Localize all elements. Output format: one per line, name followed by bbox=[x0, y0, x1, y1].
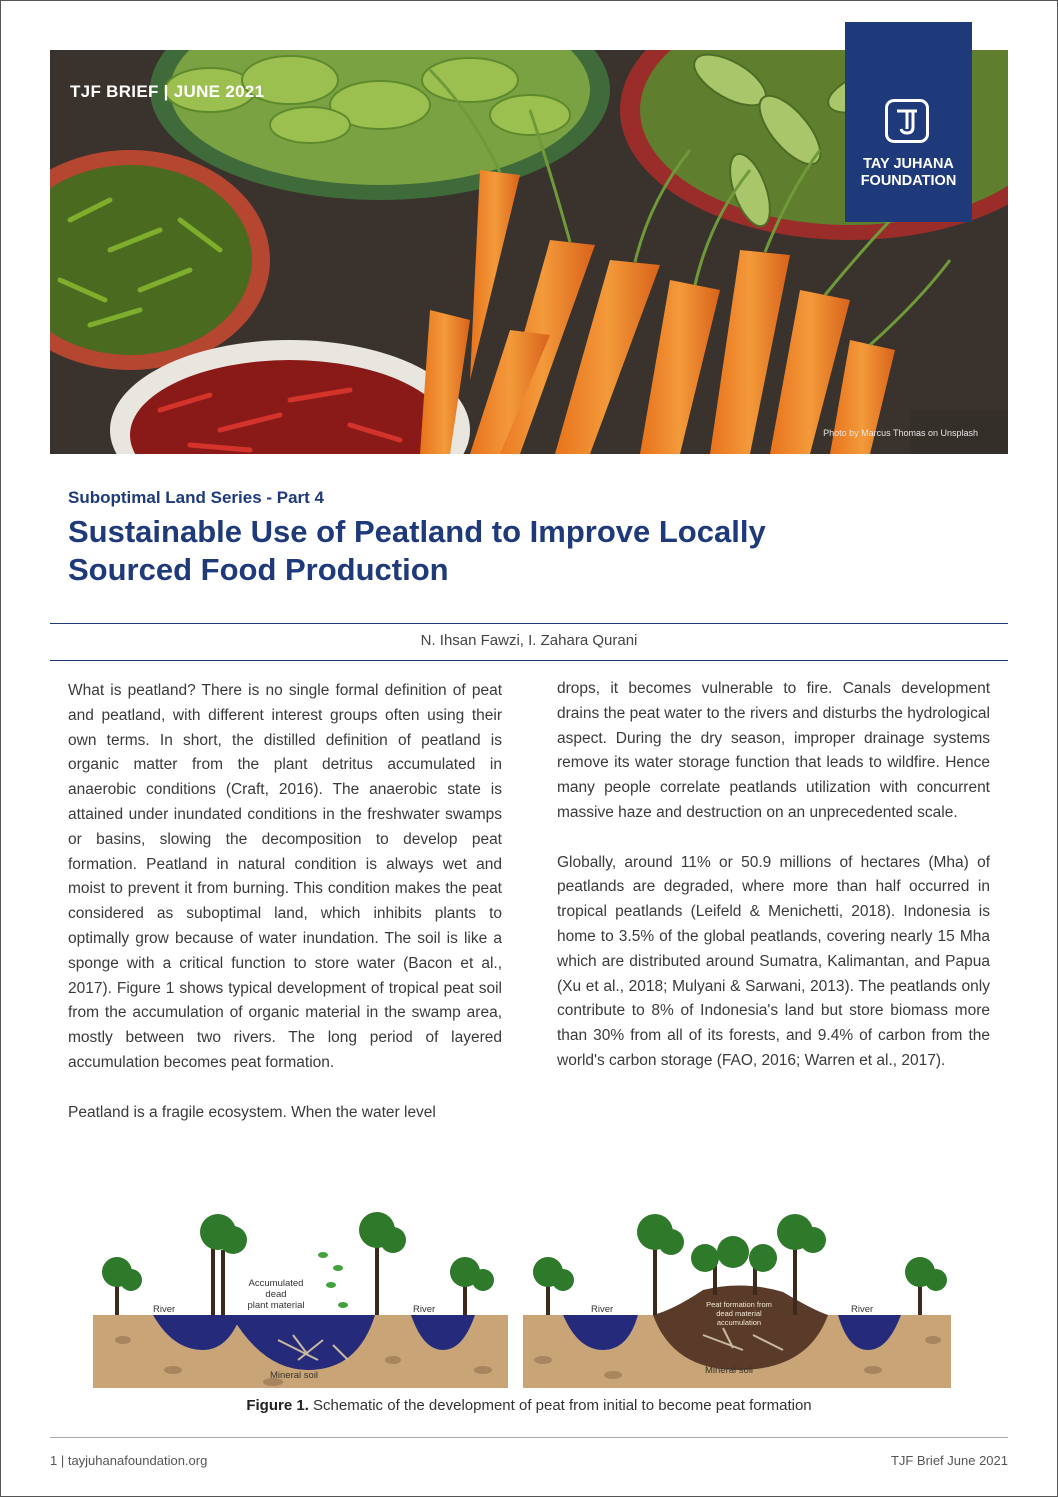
title-line-1: Sustainable Use of Peatland to Improve Locally bbox=[68, 514, 766, 549]
figure-caption bbox=[50, 1397, 1008, 1414]
paragraph: What is peatland? There is no single formal definition of peat and peatland, with different interest groups often using their own terms. In short, the distilled definition of peatland is organic matter from the plant detritus accumulated in anaerobic conditions (Craft, 2016). The anaerobic state is attained under inundated conditions in the freshwater swamps or basins, slowing the decomposition to develop peat formation. Peatland in natural condition is always wet and moist to prevent it from burning. This condition makes the peat considered as suboptimal land, which inhibits plants to optimally grow because of water inundation. The soil is like a sponge with a critical function to store water (Bacon et al., 2017). Figure 1 shows typical development of tropical peat soil from the accumulation of organic material in the swamp area, mostly between two rivers. The long period of layered accumulation becomes peat formation. bbox=[68, 682, 502, 1071]
peat-diagram bbox=[93, 1210, 955, 1392]
footer-website: 1 | tayjuhanafoundation.org bbox=[50, 1453, 208, 1468]
photo-credit: Photo by Marcus Thomas on Unsplash bbox=[823, 428, 978, 438]
fig-label-river: River bbox=[153, 1304, 176, 1315]
fig-label-mineral-soil: Mineral soil bbox=[270, 1370, 319, 1381]
fig-label-river: River bbox=[851, 1304, 874, 1315]
page-title bbox=[68, 513, 828, 589]
fig-label-mineral-soil: Mineral soil bbox=[705, 1365, 754, 1376]
paragraph: Peatland is a fragile ecosystem. When the water level bbox=[68, 1103, 436, 1121]
fig-label-peat-formation: Peat formation from dead material accumulation bbox=[706, 1300, 772, 1327]
series-label: Suboptimal Land Series - Part 4 bbox=[68, 488, 325, 507]
body-column-right bbox=[557, 677, 990, 1099]
foundation-logo bbox=[845, 22, 972, 222]
fig-label-river: River bbox=[591, 1304, 614, 1315]
footer-divider bbox=[50, 1437, 1008, 1438]
logo-name-line1: TAY JUHANA bbox=[863, 156, 954, 172]
caption-label: Figure 1. bbox=[246, 1397, 309, 1414]
divider-top bbox=[50, 623, 1008, 624]
fig-label-accumulated: Accumulated dead plant material bbox=[247, 1278, 305, 1311]
caption-text: Schematic of the development of peat from initial to become peat formation bbox=[308, 1397, 812, 1414]
authors: N. Ihsan Fawzi, I. Zahara Qurani bbox=[420, 632, 638, 649]
body-column-left bbox=[68, 679, 502, 1150]
paragraph: Globally, around 11% or 50.9 millions of hectares (Mha) of peatlands are degraded, where more than half occurred in tropical peatlands (Leifeld & Menichetti, 2018). Indonesia is home to 3.5% of the global peatlands, covering nearly 15 Mha which are distributed around Sumatra, Kalimantan, and Papua (Xu et al., 2018; Mulyani & Sarwani, 2013). The peatlands only contribute to 8% of Indonesia's land but store biomass more than 30% from all of its forests, and 9.4% of carbon from the world's carbon storage (FAO, 2016; Warren et al., 2017). bbox=[557, 853, 990, 1069]
figure-peat-schematic bbox=[93, 1210, 955, 1392]
fig-label-river: River bbox=[413, 1304, 436, 1315]
paragraph: drops, it becomes vulnerable to fire. Canals development drains the peat water to the rivers and disturbs the hydrological aspect. During the dry season, improper drainage systems remove its water storage function that leads to wildfire. Hence many people correlate peatlands utilization with concurrent massive haze and destruction on an unprecedented scale. bbox=[557, 680, 990, 821]
tj-logo-icon bbox=[885, 99, 929, 143]
logo-name-line2: FOUNDATION bbox=[860, 173, 957, 189]
footer-brief-name: TJF Brief June 2021 bbox=[890, 1453, 1008, 1468]
brief-tag: TJF BRIEF | JUNE 2021 bbox=[70, 82, 265, 101]
divider-bottom bbox=[50, 660, 1008, 661]
title-line-2: Sourced Food Production bbox=[68, 552, 449, 587]
